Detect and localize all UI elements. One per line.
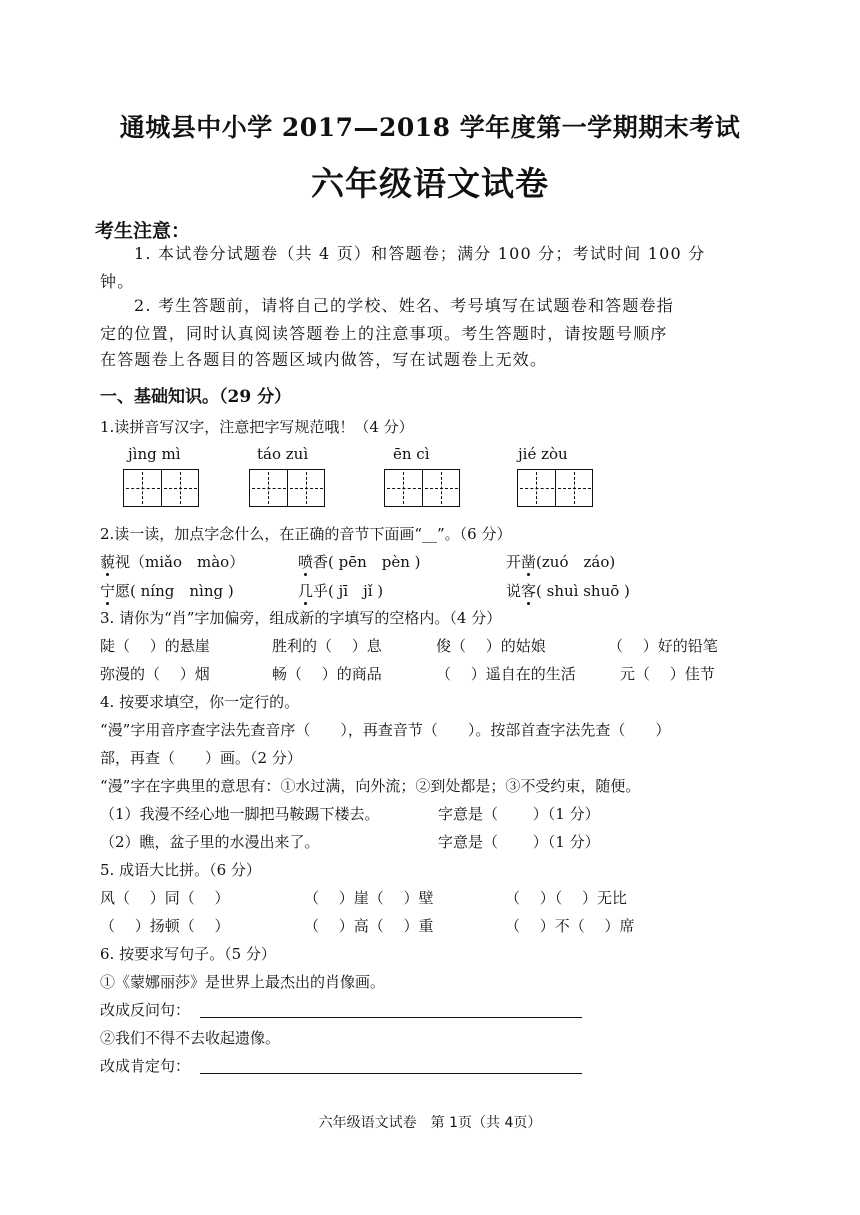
- fill-item: 弥漫的（ ）烟: [100, 665, 210, 683]
- section-heading: 一、基础知识。（29 分）: [100, 387, 292, 407]
- fill-item: 陡（ ）的悬崖: [100, 637, 210, 655]
- pronunciation-item: 几乎( jī jǐ ): [298, 582, 384, 600]
- question-4-sub-1: （1）我漫不经心地一脚把马鞍踢下楼去。: [100, 805, 380, 823]
- fill-item: （ ）遥自在的生活: [436, 665, 576, 683]
- writing-grid[interactable]: [517, 469, 593, 507]
- idiom-item: （ ）高（ ）重: [304, 917, 434, 935]
- idiom-item: （ ）崖（ ）壁: [304, 889, 434, 907]
- pronunciation-item: 藐视（miǎo mào）: [100, 553, 245, 571]
- pinyin-label: táo zuì: [257, 445, 309, 463]
- question-4-sub-1-answer: 字意是（ ）（1 分）: [438, 805, 600, 823]
- writing-grid[interactable]: [384, 469, 460, 507]
- pinyin-label: jié zòu: [518, 445, 568, 463]
- pronunciation-item: 说客( shuì shuō ): [506, 582, 630, 600]
- question-4-meanings: “漫”字在字典里的意思有：①水过满，向外流；②到处都是；③不受约束，随便。: [100, 777, 641, 795]
- writing-grid[interactable]: [123, 469, 199, 507]
- question-1-prompt: 1.读拼音写汉字，注意把字写规范哦！（4 分）: [100, 418, 414, 436]
- pronunciation-item: 宁愿( níng nìng ): [100, 582, 234, 600]
- question-5-prompt: 5. 成语大比拼。（6 分）: [100, 861, 261, 879]
- notice-paragraph-2-line-1: 2. 考生答题前，请将自己的学校、姓名、考号填写在试题卷和答题卷指: [134, 296, 674, 315]
- question-4-sub-2: （2）瞧，盆子里的水漫出来了。: [100, 833, 320, 851]
- fill-item: 俊（ ）的姑娘: [436, 637, 546, 655]
- notice-paragraph-2-line-2: 定的位置，同时认真阅读答题卷上的注意事项。考生答题时，请按题号顺序: [100, 324, 668, 343]
- question-6-prompt: 6. 按要求写句子。（5 分）: [100, 945, 276, 963]
- fill-item: （ ）好的铅笔: [608, 637, 718, 655]
- question-4-sub-2-answer: 字意是（ ）（1 分）: [438, 833, 600, 851]
- idiom-item: （ ）不（ ）席: [505, 917, 635, 935]
- pronunciation-item: 喷香( pēn pèn ): [298, 553, 421, 571]
- question-6-task-2: 改成肯定句：: [100, 1057, 191, 1075]
- question-4-line-1: “漫”字用音序查字法先查音序（ ），再查音节（ ）。按部首查字法先查（ ）: [100, 721, 671, 739]
- question-6-sentence-2: ②我们不得不去收起遗像。: [100, 1029, 281, 1047]
- pronunciation-item: 开凿(zuó záo): [506, 553, 616, 571]
- pinyin-label: ēn cì: [393, 445, 430, 463]
- notice-paragraph-1-line-2: 钟。: [100, 272, 135, 291]
- fill-item: 畅（ ）的商品: [272, 665, 382, 683]
- page-footer: 六年级语文试卷 第 1页（共 4页）: [318, 1115, 542, 1131]
- question-6-sentence-1: ①《蒙娜丽莎》是世界上最杰出的肖像画。: [100, 973, 386, 991]
- pinyin-label: jìng mì: [128, 445, 181, 463]
- exam-title: 通城县中小学 2017—2018 学年度第一学期期末考试: [119, 113, 741, 142]
- question-4-line-2: 部，再查（ ）画。（2 分）: [100, 749, 302, 767]
- idiom-item: 风（ ）同（ ）: [100, 889, 230, 907]
- answer-line[interactable]: [200, 1017, 582, 1018]
- question-3-prompt: 3. 请你为“肖”字加偏旁，组成新的字填写的空格内。（4 分）: [100, 609, 502, 627]
- writing-grid[interactable]: [249, 469, 325, 507]
- fill-item: 元（ ）佳节: [620, 665, 715, 683]
- fill-item: 胜利的（ ）息: [272, 637, 382, 655]
- notice-paragraph-2-line-3: 在答题卷上各题目的答题区域内做答，写在试题卷上无效。: [100, 350, 548, 369]
- question-6-task-1: 改成反问句：: [100, 1001, 191, 1019]
- exam-subtitle: 六年级语文试卷: [311, 164, 549, 203]
- answer-line[interactable]: [200, 1073, 582, 1074]
- notice-heading: 考生注意：: [95, 220, 191, 242]
- idiom-item: （ ）（ ）无比: [505, 889, 628, 907]
- idiom-item: （ ）扬顿（ ）: [100, 917, 230, 935]
- notice-paragraph-1-line-1: 1. 本试卷分试题卷（共 4 页）和答题卷；满分 100 分；考试时间 100 分: [134, 244, 706, 263]
- question-2-prompt: 2.读一读，加点字念什么，在正确的音节下面画“__”。（6 分）: [100, 525, 512, 543]
- question-4-prompt: 4. 按要求填空，你一定行的。: [100, 693, 300, 711]
